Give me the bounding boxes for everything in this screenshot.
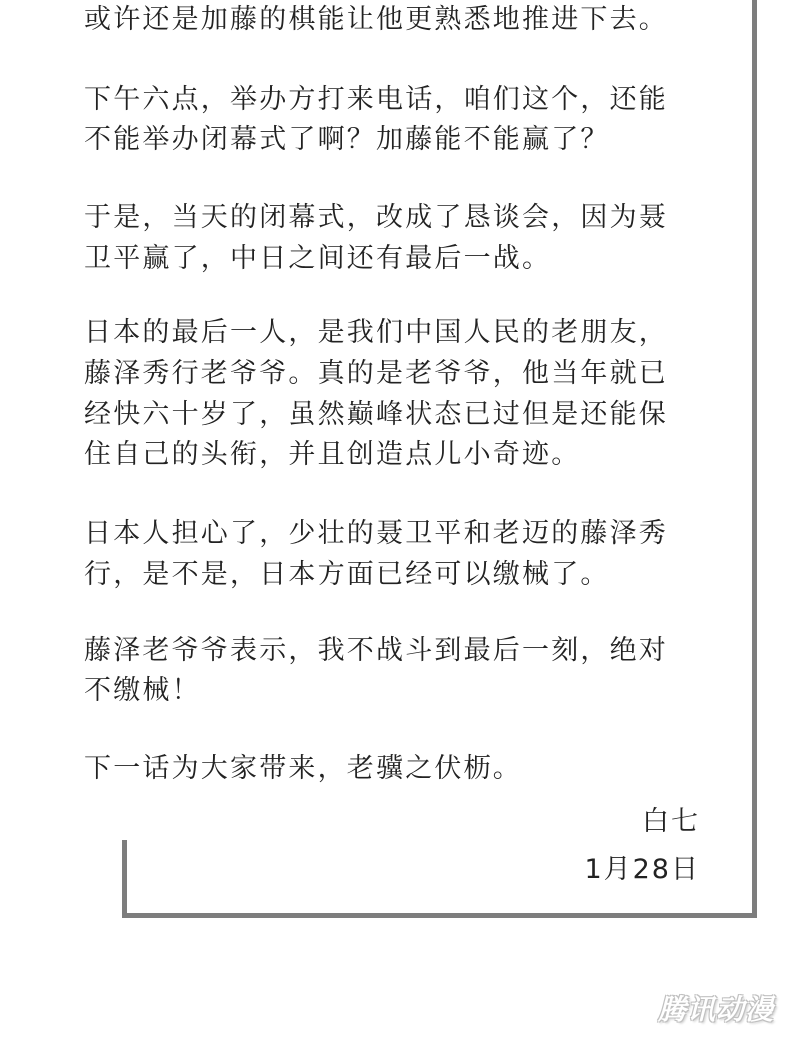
frame-border-bottom <box>122 913 757 918</box>
paragraph-line: 藤泽秀行老爷爷。真的是老爷爷，他当年就已 <box>84 358 668 389</box>
paragraph-line: 不能举办闭幕式了啊？加藤能不能赢了？ <box>84 124 610 155</box>
paragraph-line: 下一话为大家带来，老骥之伏枥。 <box>84 753 522 784</box>
tencent-comics-watermark-logo: 腾讯动漫 <box>657 993 774 1026</box>
paragraph-line: 住自己的头衔，并且创造点儿小奇迹。 <box>84 439 581 470</box>
paragraph-line: 下午六点，举办方打来电话，咱们这个，还能 <box>84 84 668 115</box>
paragraph-line: 经快六十岁了，虽然巅峰状态已过但是还能保 <box>84 399 668 430</box>
paragraph-line: 日本人担心了，少壮的聂卫平和老迈的藤泽秀 <box>84 518 668 549</box>
paragraph-line: 藤泽老爷爷表示，我不战斗到最后一刻，绝对 <box>84 635 668 666</box>
frame-border-right <box>752 0 757 918</box>
paragraph-line: 不缴械！ <box>84 675 201 706</box>
paragraph-line: 行，是不是，日本方面已经可以缴械了。 <box>84 559 610 590</box>
paragraph-line: 卫平赢了，中日之间还有最后一战。 <box>84 243 552 274</box>
paragraph-line: 日本的最后一人，是我们中国人民的老朋友， <box>84 317 668 348</box>
signature-date: 1月28日 <box>584 854 700 885</box>
author-signature: 白七 <box>642 806 700 837</box>
paragraph-line: 于是，当天的闭幕式，改成了恳谈会，因为聂 <box>84 202 668 233</box>
paragraph-line: 或许还是加藤的棋能让他更熟悉地推进下去。 <box>84 4 668 35</box>
frame-border-left <box>122 840 127 918</box>
